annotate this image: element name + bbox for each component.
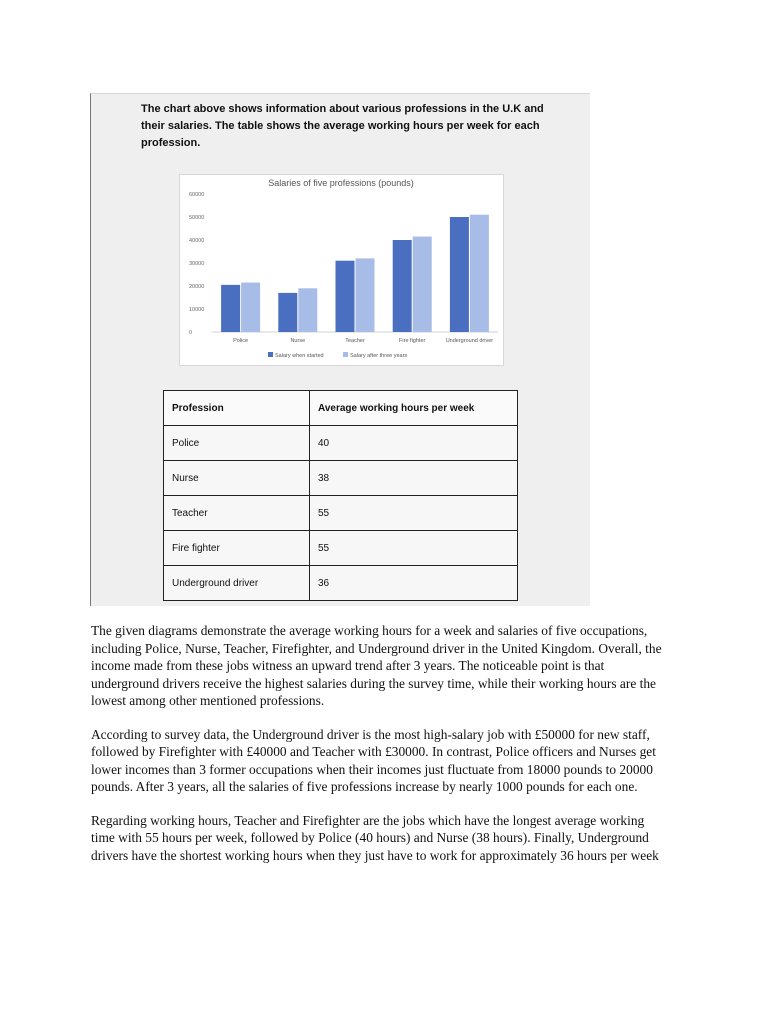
table-row <box>164 461 518 496</box>
bar <box>393 240 412 332</box>
legend-label: Salary after three years <box>350 353 408 359</box>
x-tick-label: Police <box>233 338 249 344</box>
salary-bar-chart-svg <box>180 175 503 365</box>
cell-hours: 55 <box>310 496 518 531</box>
essay-paragraph: Regarding working hours, Teacher and Firefighter are the jobs which have the longest average working time with 55 hours per week, followed by Police (40 hours) and Nurse (38 hours). Finally, Underground drivers have the shortest working hours when they just have to work for approximately 36 hours per week <box>91 812 659 863</box>
cell-profession: Teacher <box>164 496 310 531</box>
salary-chart <box>179 174 504 366</box>
table-row <box>164 531 518 566</box>
bar <box>298 288 317 332</box>
cell-hours: 38 <box>310 461 518 496</box>
table-row <box>164 496 518 531</box>
working-hours-table <box>163 390 518 601</box>
y-tick-label: 0 <box>189 330 193 336</box>
task-figure <box>90 93 590 606</box>
x-tick-label: Underground driver <box>445 338 494 344</box>
essay-paragraph: The given diagrams demonstrate the average working hours for a week and salaries of five occupations, including Police, Nurse, Teacher, Firefighter, and Underground driver in the United Kingdom. Overall, the income made from these jobs witness an upward trend after 3 years. The noticeable point is that underground drivers receive the highest salaries during the survey time, while their working hours are the lowest among other mentioned professions. <box>91 623 662 708</box>
x-tick-label: Teacher <box>345 338 365 344</box>
legend-swatch <box>268 352 273 357</box>
table-row <box>164 426 518 461</box>
table-row <box>164 566 518 601</box>
essay-paragraph: According to survey data, the Underground driver is the most high-salary job with £50000 for new staff, followed by Firefighter with £40000 and Teacher with £30000. In contrast, Police officers and Nurses get lower incomes than 3 former occupations when their incomes just fluctuate from 18000 pounds to 20000 pounds. After 3 years, all the salaries of five professions increase by nearly 1000 pounds for each one. <box>91 726 656 794</box>
cell-profession: Underground driver <box>164 566 310 601</box>
bar <box>413 237 432 332</box>
bar <box>278 293 297 332</box>
essay-text <box>91 622 666 880</box>
header-hours: Average working hours per week <box>310 391 518 426</box>
legend-swatch <box>343 352 348 357</box>
y-tick-label: 20000 <box>189 284 205 290</box>
table-header-row <box>164 391 518 426</box>
bar <box>356 258 375 332</box>
bar <box>450 217 469 332</box>
header-profession: Profession <box>164 391 310 426</box>
x-tick-label: Nurse <box>290 338 306 344</box>
bar <box>241 283 260 332</box>
bar <box>221 285 240 332</box>
y-tick-label: 30000 <box>189 261 205 267</box>
cell-hours: 55 <box>310 531 518 566</box>
task-prompt: The chart above shows information about various professions in the U.K and their salaries. The table shows the average working hours per week for each profession. <box>141 103 544 149</box>
y-tick-label: 10000 <box>189 307 205 313</box>
y-tick-label: 60000 <box>189 192 205 198</box>
cell-profession: Fire fighter <box>164 531 310 566</box>
y-tick-label: 50000 <box>189 215 205 221</box>
chart-title: Salaries of five professions (pounds) <box>268 178 414 188</box>
bar <box>470 215 489 332</box>
cell-hours: 36 <box>310 566 518 601</box>
cell-profession: Nurse <box>164 461 310 496</box>
cell-profession: Police <box>164 426 310 461</box>
y-tick-label: 40000 <box>189 238 205 244</box>
cell-hours: 40 <box>310 426 518 461</box>
legend-label: Salary when started <box>275 353 324 359</box>
bar <box>336 261 355 332</box>
x-tick-label: Fire fighter <box>399 338 426 344</box>
